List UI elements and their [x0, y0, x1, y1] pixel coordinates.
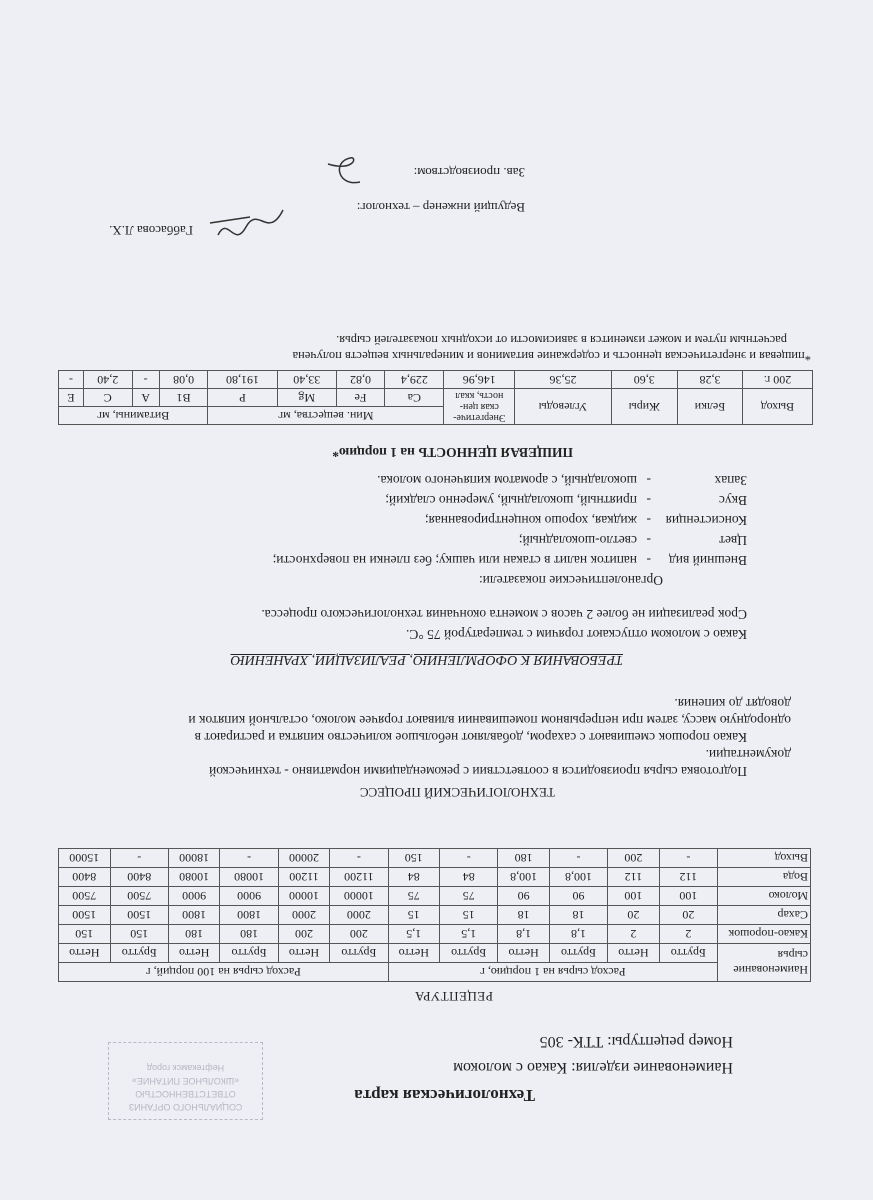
organoleptic-label: Цвет: [719, 533, 747, 548]
cell: 75: [440, 887, 498, 906]
ingredient-name: Сахар: [718, 906, 811, 925]
vitamin-header: A: [132, 389, 159, 407]
cell: 90: [549, 887, 607, 906]
sub-netto: Нетто: [388, 944, 439, 963]
cell: 100: [659, 887, 717, 906]
cell: 200: [330, 925, 388, 944]
cell: -: [549, 849, 607, 868]
cell: 180: [498, 849, 549, 868]
cell: 84: [440, 868, 498, 887]
product-name: Наименование изделия: Какао с молоком: [453, 1059, 733, 1076]
cell: 9000: [220, 887, 278, 906]
cell: 180: [220, 925, 278, 944]
cell: 10000: [278, 887, 329, 906]
cell: -: [659, 849, 717, 868]
organoleptic-row: [273, 552, 747, 568]
head-label: Зав. производством:: [413, 165, 525, 180]
sub-brutto: Брутто: [440, 944, 498, 963]
organoleptic-dash: -: [646, 533, 651, 548]
vitamin-header: E: [59, 389, 84, 407]
cell: 9000: [168, 887, 219, 906]
recipe-table: [58, 848, 811, 982]
cell: 90: [498, 887, 549, 906]
storage-line: Какао с молоком отпускают горячим с температурой 75 °С.: [406, 627, 747, 642]
process-line: документации.: [705, 747, 791, 762]
cell: 20000: [278, 849, 329, 868]
cell: -: [440, 849, 498, 868]
group-vitamins: Витамины, мг: [59, 407, 208, 425]
cell: 229,4: [385, 371, 444, 389]
cell: 11200: [278, 868, 329, 887]
sub-brutto: Брутто: [549, 944, 607, 963]
organoleptic-value: напиток налит в стакан или чашку; без пленки на поверхности;: [272, 553, 637, 568]
recipe-heading: РЕЦЕПТУРА: [414, 989, 493, 1004]
cell: 7500: [59, 887, 111, 906]
cell: 84: [388, 868, 439, 887]
organoleptic-dash: -: [646, 473, 651, 488]
sub-brutto: Брутто: [110, 944, 168, 963]
storage-heading: ТРЕБОВАНИЯ К ОФОРМЛЕНИЮ, РЕАЛИЗАЦИИ, ХРАНЕНИЮ: [230, 652, 623, 667]
nutrition-heading: ПИЩЕВАЯ ЦЕННОСТЬ на 1 порцию*: [332, 445, 573, 460]
cell: 1,5: [440, 925, 498, 944]
cell: 150: [388, 849, 439, 868]
head-signature: [318, 152, 368, 192]
cell: 8400: [59, 868, 111, 887]
cell: 1800: [220, 906, 278, 925]
cell: 200: [608, 849, 659, 868]
cell: 11200: [330, 868, 388, 887]
sub-netto: Нетто: [498, 944, 549, 963]
table-row: [59, 906, 811, 925]
table-row: [59, 868, 811, 887]
cell: 15: [388, 906, 439, 925]
organoleptic-label: Внешний вид: [668, 553, 747, 568]
cell: -: [110, 849, 168, 868]
cell: 112: [608, 868, 659, 887]
mineral-header: P: [208, 389, 277, 407]
group-per-portion: Расход сырья на 1 порцию, г: [388, 963, 717, 982]
cell: 1800: [168, 906, 219, 925]
sub-brutto: Брутто: [220, 944, 278, 963]
sub-netto: Нетто: [278, 944, 329, 963]
cell: 100,8: [498, 868, 549, 887]
cell: -: [132, 371, 159, 389]
stamp-line: СОЦИАЛЬНОГО ОРГАНИЗ: [128, 1102, 243, 1112]
cell: 100,8: [549, 868, 607, 887]
cell: 75: [388, 887, 439, 906]
ingredient-name: Молоко: [718, 887, 811, 906]
cell: 33,40: [277, 371, 336, 389]
table-row: [59, 371, 813, 389]
organoleptic-value: светло-шоколадный;: [518, 533, 637, 548]
cell: 3,28: [677, 371, 742, 389]
cell: 15000: [59, 849, 111, 868]
cell: 2: [608, 925, 659, 944]
organoleptic-value: шоколадный, с ароматом кипяченого молока.: [377, 473, 637, 488]
cell: 2000: [278, 906, 329, 925]
organoleptic-dash: -: [646, 493, 651, 508]
document-title: Технологическая карта: [354, 1086, 535, 1105]
cell: 1500: [110, 906, 168, 925]
cell: -: [220, 849, 278, 868]
sub-netto: Нетто: [168, 944, 219, 963]
process-line: Какао порошок смешивают с сахаром, добавляют небольшое количество кипятка и растирают в: [194, 730, 747, 745]
col-ingredient-name: Наименование сырья: [718, 944, 811, 982]
cell: 150: [110, 925, 168, 944]
table-row: [59, 849, 811, 868]
mineral-header: Fe: [336, 389, 385, 407]
cell: 112: [659, 868, 717, 887]
cell: 10080: [168, 868, 219, 887]
col-output: Выход: [742, 389, 812, 425]
organization-stamp: [108, 1042, 263, 1120]
organoleptic-heading: Органолептические показатели:: [478, 573, 663, 588]
group-per-100: Расход сырья на 100 порций, г: [59, 963, 389, 982]
organoleptic-label: Вкус: [718, 493, 747, 508]
cell: 180: [168, 925, 219, 944]
mineral-header: Mg: [277, 389, 336, 407]
organoleptic-row: [425, 512, 747, 528]
cell: 200: [278, 925, 329, 944]
footnote-line: расчетным путем и может изменится в зависимости от исходных показателей сырья.: [336, 333, 787, 347]
cell: 2,40: [84, 371, 133, 389]
stamp-line: Нефтекамск город: [146, 1063, 225, 1073]
cell: 0,82: [336, 371, 385, 389]
engineer-signature: [203, 200, 288, 245]
sub-brutto: Брутто: [659, 944, 717, 963]
cell: -: [59, 371, 84, 389]
group-minerals: Мин. вещества, мг: [208, 407, 444, 425]
col-energy: Энергетиче-ская цен-ность, ккал: [444, 389, 515, 425]
sub-netto: Нетто: [59, 944, 111, 963]
footnote-line: *пищевая и энергетическая ценность и содержание витаминов и минеральных веществ получена: [292, 349, 811, 363]
cell: 25,36: [515, 371, 611, 389]
cell: 10080: [220, 868, 278, 887]
cell: 18: [498, 906, 549, 925]
process-line: Подготовка сырья производится в соответствии с рекомендациями нормативно - технической: [208, 764, 747, 779]
organoleptic-row: [519, 532, 747, 548]
process-line: доводят до кипения.: [674, 696, 791, 711]
organoleptic-row: [377, 472, 747, 488]
cell: 2: [659, 925, 717, 944]
organoleptic-label: Запах: [714, 473, 747, 488]
organoleptic-dash: -: [646, 513, 651, 528]
cell: 20: [608, 906, 659, 925]
organoleptic-value: приятный, шоколадный, умеренно сладкий;: [385, 493, 637, 508]
recipe-number: Номер рецептуры: ТТК- 305: [539, 1033, 733, 1050]
table-row: [59, 887, 811, 906]
vitamin-header: C: [84, 389, 133, 407]
table-row: [59, 925, 811, 944]
cell: 1,5: [388, 925, 439, 944]
cell: -: [330, 849, 388, 868]
cell: 1500: [59, 906, 111, 925]
col-fat: Жиры: [611, 389, 677, 425]
storage-line: Срок реализации не более 2 часов с момента окончания технологического процесса.: [261, 607, 747, 622]
cell: 2000: [330, 906, 388, 925]
cell: 10000: [330, 887, 388, 906]
ingredient-name: Какао-порошок: [718, 925, 811, 944]
sub-brutto: Брутто: [330, 944, 388, 963]
cell: 20: [659, 906, 717, 925]
organoleptic-dash: -: [646, 553, 651, 568]
engineer-name: Габбасова Л.Х.: [109, 223, 193, 238]
sub-netto: Нетто: [608, 944, 659, 963]
organoleptic-label: Консистенция: [665, 513, 747, 528]
stamp-line: ОТВЕТСТВЕННОСТЬЮ: [135, 1089, 236, 1099]
cell: 0,08: [159, 371, 208, 389]
ingredient-name: Выход: [718, 849, 811, 868]
cell: 146,96: [444, 371, 515, 389]
process-paragraph: [61, 695, 791, 780]
cell: 1,8: [549, 925, 607, 944]
cell: 8400: [110, 868, 168, 887]
stamp-line: «ШКОЛЬНОЕ ПИТАНИЕ»: [131, 1076, 240, 1086]
cell: 191,80: [208, 371, 277, 389]
cell: 100: [608, 887, 659, 906]
cell: 200 г.: [742, 371, 812, 389]
engineer-label: Ведущий инженер – технолог:: [356, 200, 525, 215]
process-line: однородную массу, затем при непрерывном помешивании вливают горячее молоко, остальной кипяток и: [188, 713, 791, 728]
cell: 150: [59, 925, 111, 944]
cell: 3,60: [611, 371, 677, 389]
mineral-header: Ca: [385, 389, 444, 407]
organoleptic-value: жидкая, хорошо концентрированная;: [424, 513, 637, 528]
col-carbs: Углеводы: [515, 389, 611, 425]
organoleptic-row: [385, 492, 747, 508]
cell: 18: [549, 906, 607, 925]
cell: 7500: [110, 887, 168, 906]
process-heading: ТЕХНОЛОГИЧЕСКИЙ ПРОЦЕСС: [359, 785, 555, 800]
nutrition-table: [58, 370, 813, 425]
cell: 1,8: [498, 925, 549, 944]
vitamin-header: B1: [159, 389, 208, 407]
col-protein: Белки: [677, 389, 742, 425]
ingredient-name: Вода: [718, 868, 811, 887]
cell: 15: [440, 906, 498, 925]
cell: 18000: [168, 849, 219, 868]
